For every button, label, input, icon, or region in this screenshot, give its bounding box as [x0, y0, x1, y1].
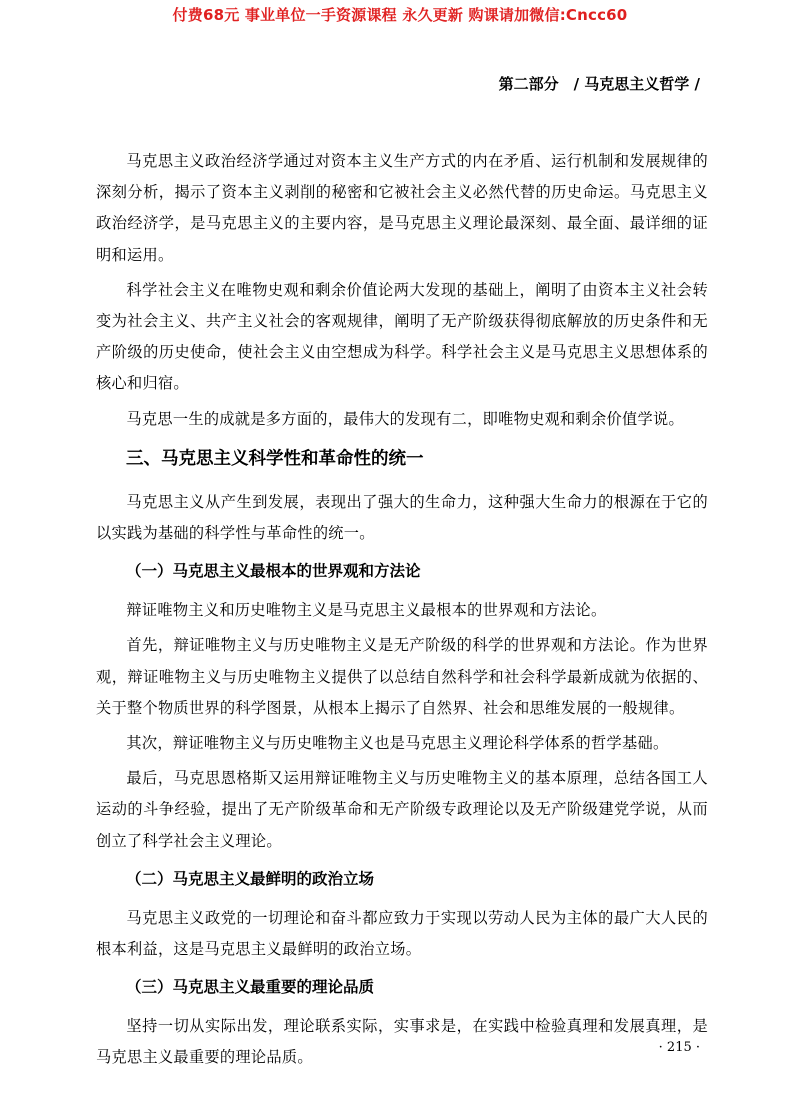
paragraph: 辩证唯物主义和历史唯物主义是马克思主义最根本的世界观和方法论。 [126, 601, 607, 620]
paragraph: 马克思一生的成就是多方面的，最伟大的发现有二，即唯物史观和剩余价值学说。 [126, 409, 684, 428]
paragraph: 其次，辩证唯物主义与历史唯物主义也是马克思主义理论科学体系的哲学基础。 [126, 734, 669, 753]
running-head: 第二部分 / 马克思主义哲学 / [498, 75, 700, 93]
subsection-heading: （一）马克思主义最根本的世界观和方法论 [126, 562, 421, 581]
paragraph: 科学社会主义在唯物史观和剩余价值论两大发现的基础上，阐明了由资本主义社会转变为社会主义、共产主义社会的客观规律，阐明了无产阶级获得彻底解放的历史条件和无产阶级的历史使命，使社会主义由空想成为科学。科学社会主义是马克思主义思想体系的核心和归宿。 [96, 280, 708, 393]
section-heading: 三、马克思主义科学性和革命性的统一 [126, 448, 424, 469]
subsection-heading: （三）马克思主义最重要的理论品质 [126, 978, 375, 997]
subsection-heading: （二）马克思主义最鲜明的政治立场 [126, 869, 375, 888]
paragraph: 坚持一切从实际出发，理论联系实际，实事求是，在实践中检验真理和发展真理，是马克思主义最重要的理论品质。 [96, 1017, 708, 1067]
paragraph: 首先，辩证唯物主义与历史唯物主义是无产阶级的科学的世界观和方法论。作为世界观，辩证唯物主义与历史唯物主义提供了以总结自然科学和社会科学最新成就为依据的、关于整个物质世界的科学图景，从根本上揭示了自然界、社会和思维发展的一般规律。 [96, 636, 708, 717]
paragraph: 马克思主义政治经济学通过对资本主义生产方式的内在矛盾、运行机制和发展规律的深刻分析，揭示了资本主义剥削的秘密和它被社会主义必然代替的历史命运。马克思主义政治经济学，是马克思主义的主要内容，是马克思主义理论最深刻、最全面、最详细的证明和运用。 [96, 152, 708, 264]
paragraph: 最后，马克思恩格斯又运用辩证唯物主义与历史唯物主义的基本原理，总结各国工人运动的斗争经验，提出了无产阶级革命和无产阶级专政理论以及无产阶级建党学说，从而创立了科学社会主义理论。 [96, 769, 708, 850]
page-content [96, 146, 708, 1078]
watermark-banner: 付费68元 事业单位一手资源课程 永久更新 购课请加微信:Cncc60 [172, 6, 628, 24]
paragraph: 马克思主义政党的一切理论和奋斗都应致力于实现以劳动人民为主体的最广大人民的根本利益，这是马克思主义最鲜明的政治立场。 [96, 908, 708, 959]
paragraph: 马克思主义从产生到发展，表现出了强大的生命力，这种强大生命力的根源在于它的以实践为基础的科学性与革命性的统一。 [96, 492, 708, 543]
page-number: · 215 · [658, 1040, 700, 1055]
